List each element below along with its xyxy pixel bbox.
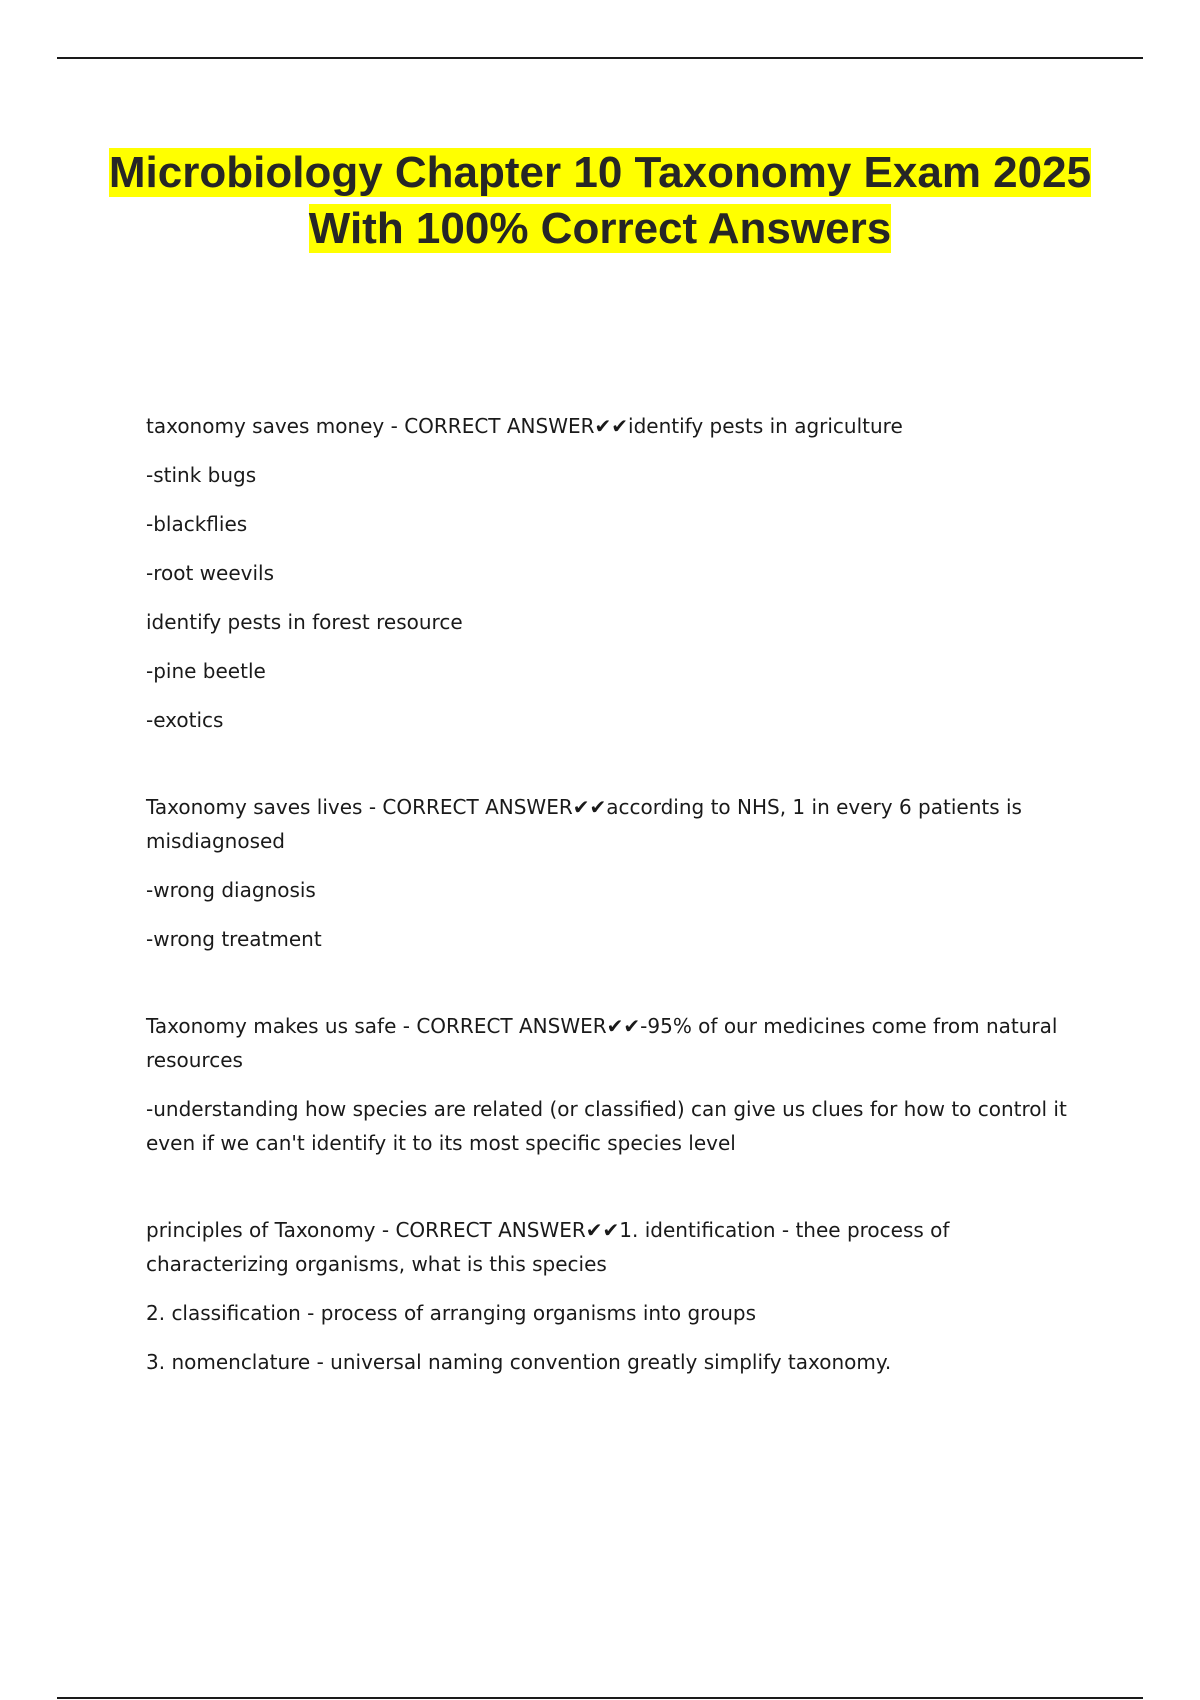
- qa-answer: 1. identification - thee process of characterizing organisms, what is this species: [146, 1218, 950, 1276]
- document-body: [146, 409, 1086, 1379]
- page-title-wrapper: [108, 148, 1092, 253]
- correct-answer-marker: CORRECT ANSWER✔✔: [382, 795, 607, 819]
- qa-term: Taxonomy saves lives -: [146, 795, 383, 819]
- qa-answer: identify pests in agriculture: [628, 414, 903, 438]
- qa-answer: -95% of our medicines come from natural resources: [146, 1014, 1058, 1072]
- qa-answer-line: identify pests in forest resource: [146, 610, 463, 634]
- qa-term: taxonomy saves money -: [146, 414, 405, 438]
- qa-entry: [146, 1009, 1086, 1160]
- qa-question-line: [146, 409, 1086, 443]
- correct-answer-marker: CORRECT ANSWER✔✔: [404, 414, 629, 438]
- qa-question-line: [146, 790, 1086, 858]
- qa-answer-line: -wrong diagnosis: [146, 878, 316, 902]
- qa-answer-line: -pine beetle: [146, 659, 266, 683]
- qa-answer: according to NHS, 1 in every 6 patients is misdiagnosed: [146, 795, 1022, 853]
- qa-answer-line: -stink bugs: [146, 463, 257, 487]
- qa-answer-line: -wrong treatment: [146, 927, 322, 951]
- qa-answer-line: 3. nomenclature - universal naming convention greatly simplify taxonomy.: [146, 1350, 892, 1374]
- qa-entry: [146, 790, 1086, 956]
- bottom-rule: [57, 1697, 1143, 1699]
- qa-answer-line: -blackflies: [146, 512, 248, 536]
- qa-answer-line: -exotics: [146, 708, 224, 732]
- qa-term: Taxonomy makes us safe -: [146, 1014, 417, 1038]
- qa-entry: [146, 409, 1086, 737]
- page-title: Microbiology Chapter 10 Taxonomy Exam 2025 With 100% Correct Answers: [108, 148, 1092, 253]
- correct-answer-marker: CORRECT ANSWER✔✔: [395, 1218, 620, 1242]
- correct-answer-marker: CORRECT ANSWER✔✔: [416, 1014, 641, 1038]
- qa-term: principles of Taxonomy -: [146, 1218, 396, 1242]
- title-block: [100, 145, 1100, 257]
- qa-question-line: [146, 1213, 1086, 1281]
- qa-answer-line: -root weevils: [146, 561, 275, 585]
- qa-answer-line: -understanding how species are related (or classified) can give us clues for how to control it even if we can't identify it to its most specific species level: [146, 1097, 1067, 1155]
- top-rule: [57, 57, 1143, 59]
- qa-entry: [146, 1213, 1086, 1379]
- qa-answer-line: 2. classification - process of arranging organisms into groups: [146, 1301, 756, 1325]
- qa-question-line: [146, 1009, 1086, 1077]
